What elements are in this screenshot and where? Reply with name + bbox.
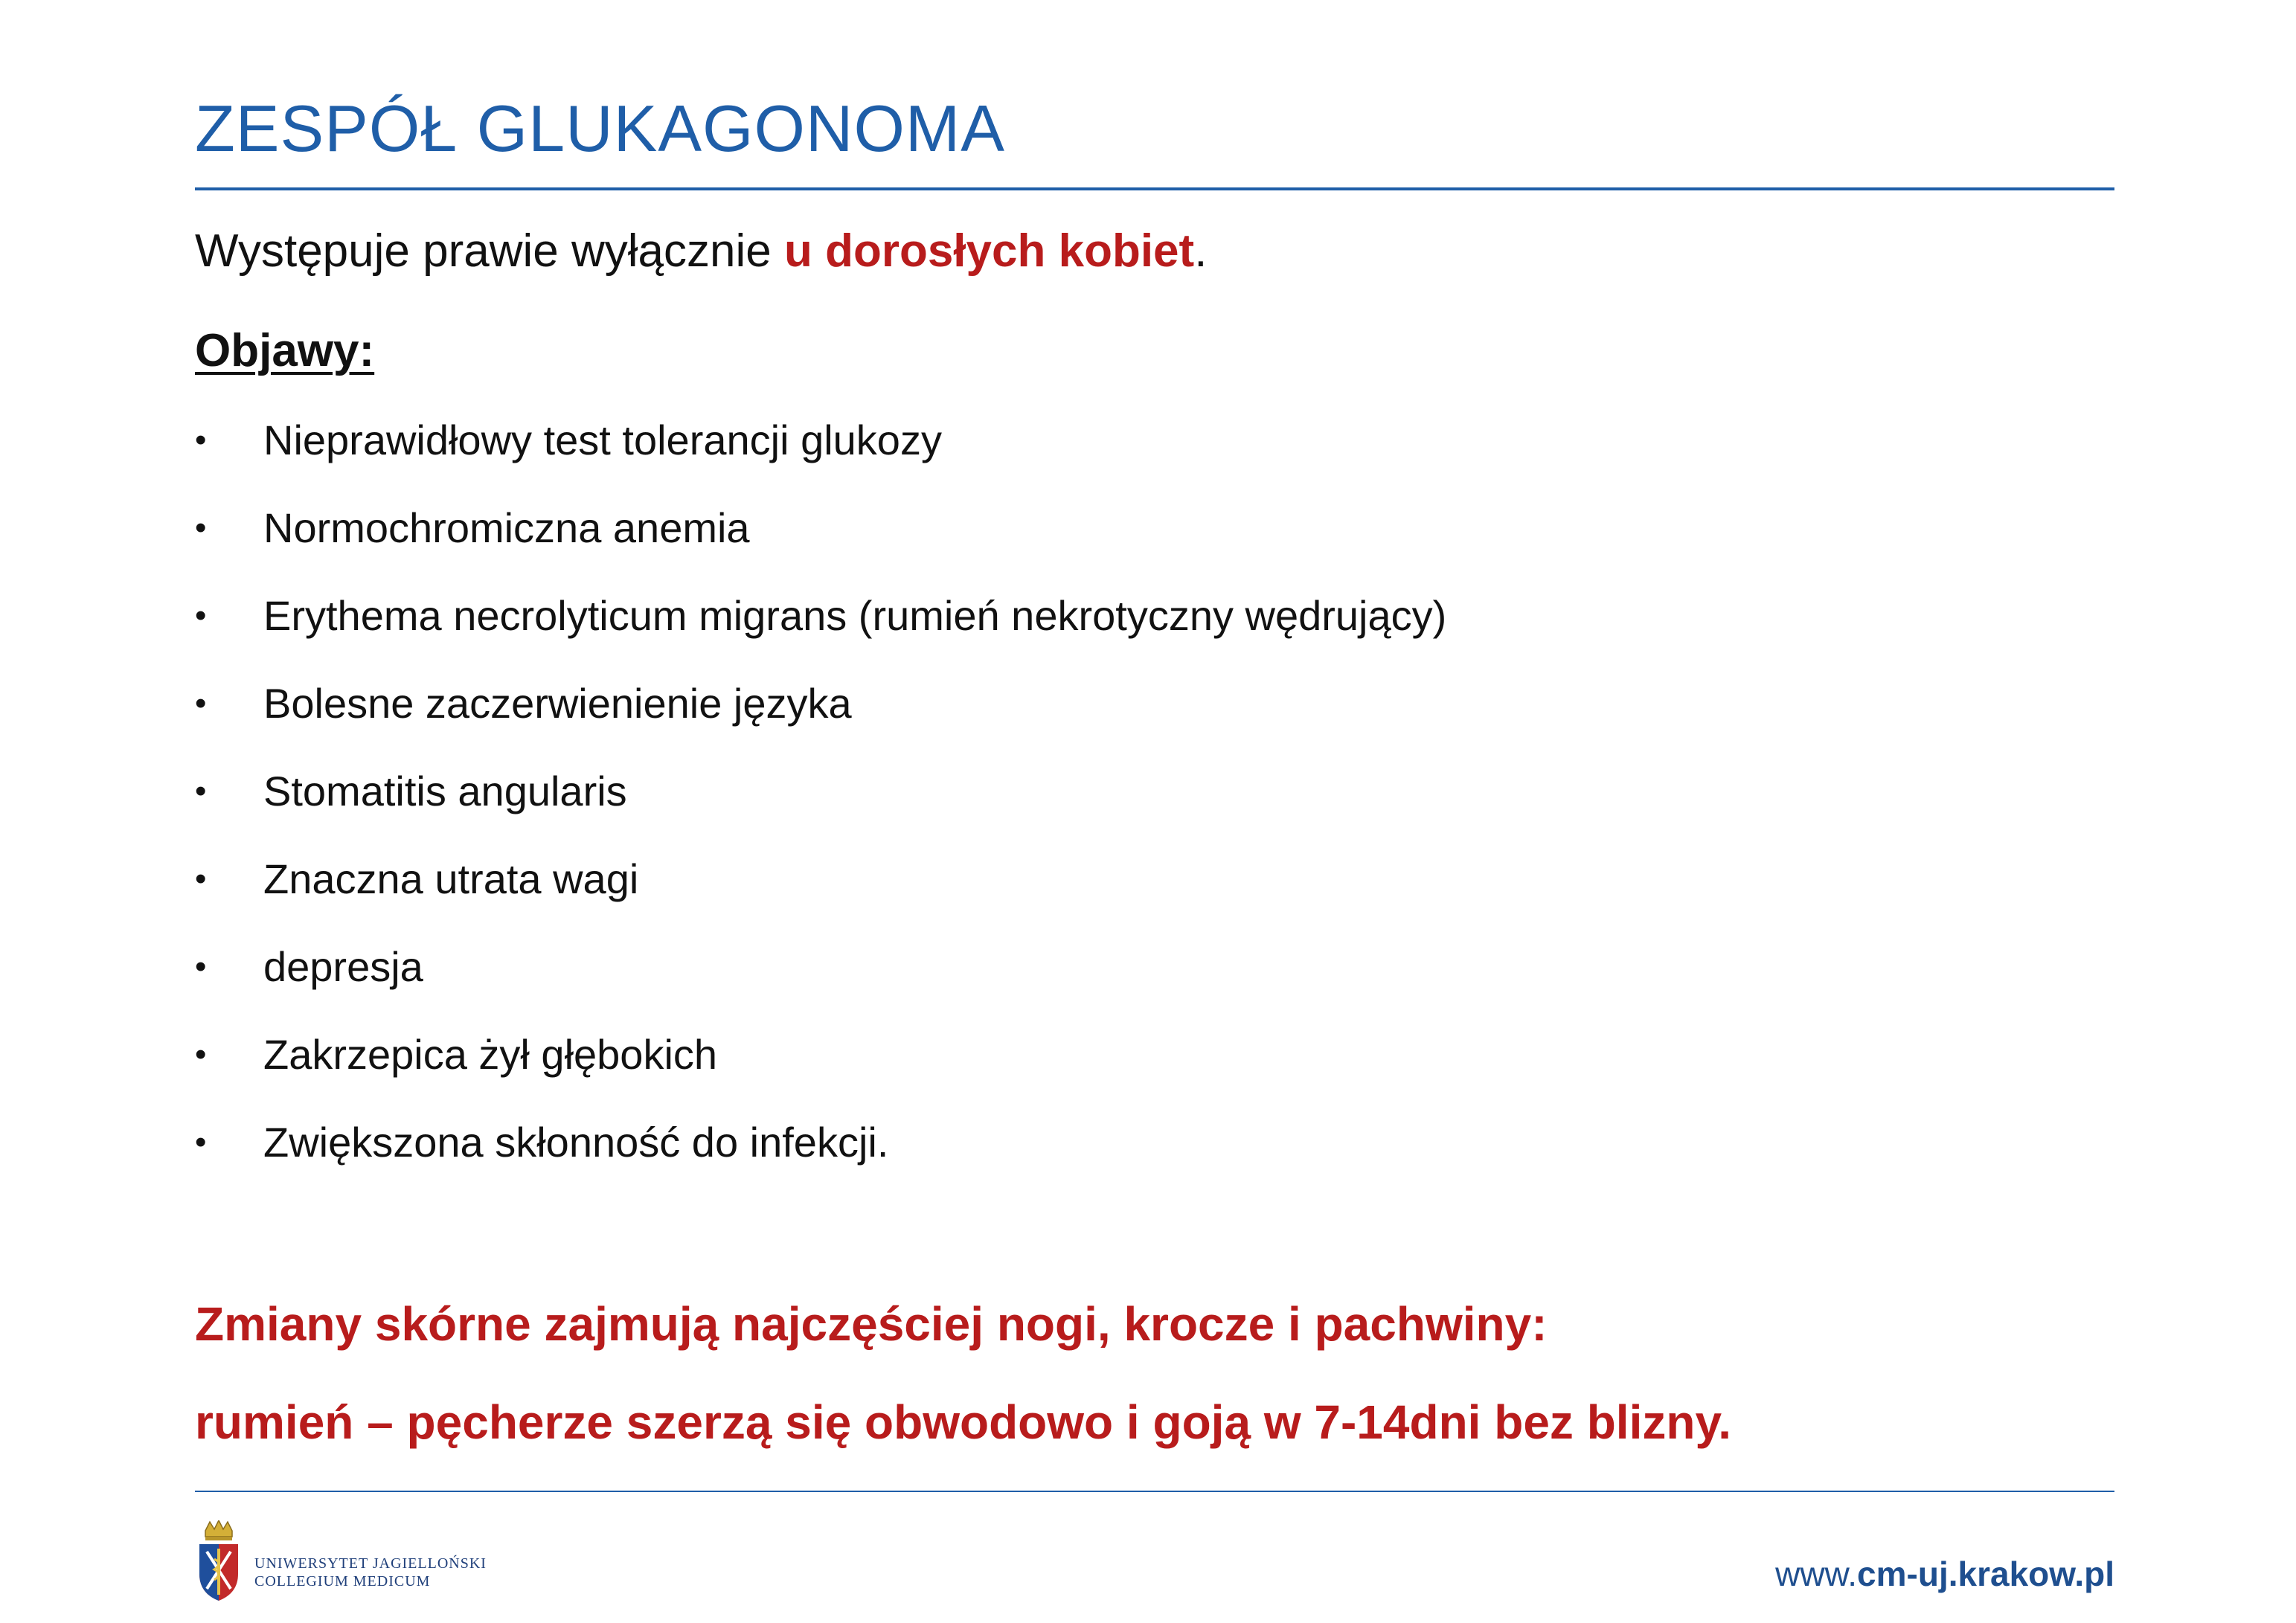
symptom-text: Erythema necrolyticum migrans (rumień nekrotyczny wędrujący) xyxy=(263,592,1447,639)
url-prefix: www. xyxy=(1775,1555,1858,1593)
bullet-icon: • xyxy=(195,422,207,458)
symptom-item xyxy=(195,848,1446,936)
bullet-icon: • xyxy=(195,1036,207,1073)
bullet-icon: • xyxy=(195,948,207,985)
logo-wordmark xyxy=(254,1555,487,1590)
website-link[interactable] xyxy=(1775,1552,2114,1596)
symptom-text: Stomatitis angularis xyxy=(263,768,627,814)
symptom-item xyxy=(195,409,1446,497)
symptom-item xyxy=(195,1023,1446,1111)
bullet-icon: • xyxy=(195,597,207,634)
symptoms-heading: Objawy: xyxy=(195,325,375,376)
symptom-text: depresja xyxy=(263,943,423,990)
slide-title: ZESPÓŁ GLUKAGONOMA xyxy=(195,91,1005,165)
university-crest-icon xyxy=(195,1520,243,1602)
bullet-icon: • xyxy=(195,861,207,897)
logo-university-name: UNIWERSYTET JAGIELLOŃSKI xyxy=(254,1555,487,1572)
symptom-text: Zakrzepica żył głębokich xyxy=(263,1031,718,1078)
footer-divider xyxy=(195,1491,2114,1492)
lead-sentence xyxy=(195,222,1207,281)
logo-faculty-name: COLLEGIUM MEDICUM xyxy=(254,1573,431,1590)
lead-highlight: u dorosłych kobiet xyxy=(783,225,1195,277)
symptom-text: Bolesne zaczerwienienie języka xyxy=(263,680,852,727)
title-divider xyxy=(195,187,2114,190)
symptom-item xyxy=(195,1111,1446,1199)
skin-changes-note: Zmiany skórne zajmują najczęściej nogi, krocze i pachwiny: xyxy=(195,1297,1548,1351)
bullet-icon: • xyxy=(195,685,207,721)
bullet-icon: • xyxy=(195,773,207,809)
symptom-item xyxy=(195,760,1446,848)
lead-end: . xyxy=(1194,225,1208,277)
url-domain: cm-uj.krakow.pl xyxy=(1857,1555,2114,1593)
university-logo xyxy=(195,1520,493,1602)
bullet-icon: • xyxy=(195,1124,207,1160)
symptom-text: Zwiększona skłonność do infekcji. xyxy=(263,1119,889,1166)
lead-text: Występuje prawie wyłącznie xyxy=(195,225,784,277)
symptom-item xyxy=(195,936,1446,1023)
bullet-icon: • xyxy=(195,510,207,546)
symptom-item xyxy=(195,497,1446,585)
symptom-text: Nieprawidłowy test tolerancji glukozy xyxy=(263,417,942,463)
symptom-item xyxy=(195,585,1446,672)
symptom-text: Znaczna utrata wagi xyxy=(263,855,639,902)
symptom-text: Normochromiczna anemia xyxy=(263,504,750,551)
symptoms-list xyxy=(195,409,1446,1199)
symptom-item xyxy=(195,672,1446,760)
erythema-note: rumień – pęcherze szerzą się obwodowo i goją w 7-14dni bez blizny. xyxy=(195,1395,1732,1449)
